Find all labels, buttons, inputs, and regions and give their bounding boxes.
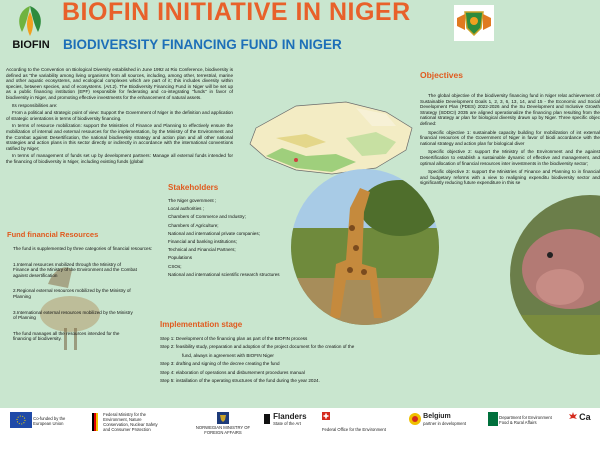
implementation-steps bbox=[160, 335, 520, 385]
swiss-office-logo bbox=[322, 412, 392, 434]
norway-ministry-logo bbox=[188, 412, 258, 434]
uk-crest-icon bbox=[488, 412, 498, 427]
german-eagle-icon bbox=[92, 413, 102, 432]
belgium-logo bbox=[408, 412, 478, 434]
stakeholder-item: Populations bbox=[168, 255, 193, 261]
fund-resource-item: 3.International external resources mobilized by the Ministry of Planning bbox=[13, 309, 133, 321]
intro-paragraph: In terms of resource mobilization: support the Ministries of Finance and Planning to effectively ensure the mobilization of internal and external resources for the implementation, by the Ministry of the Environment and the Combat against Desertification, the national biodiversity strategy and action plan and all other national strategies and action plans in this sector directly or indirectly in accordance with the international conventions ratified by Niger; bbox=[6, 123, 233, 151]
objectives-heading: Objectives bbox=[420, 70, 463, 80]
stakeholders-heading: Stakeholders bbox=[168, 183, 219, 192]
stakeholders-list bbox=[168, 197, 318, 279]
implementation-step: Step 2: feasibility study, preparation and adoption of the project document for the creation of the bbox=[160, 344, 355, 350]
implementation-step: Step 5: installation of the operating structures of the fund during the year 2024. bbox=[160, 378, 320, 384]
flanders-sub-label: State of the Art bbox=[273, 421, 301, 426]
stakeholder-item: National and international scientific research structures bbox=[168, 271, 280, 277]
fund-resource-item: 1.Internal resources mobilized through the Ministry of Finance and the Ministry of the Environment and the Combat against desertification bbox=[13, 261, 137, 278]
implementation-step: Step 1: Development of the financing plan as part of the BIOFIN process bbox=[160, 336, 308, 341]
belgium-text bbox=[423, 413, 466, 426]
intro-paragraph: From a political and strategic point of view: Support the Government of Niger in the definition and application of strategic orientations in terms of biodiversity financing. bbox=[6, 110, 233, 121]
canada-logo bbox=[568, 412, 600, 434]
intro-paragraph: In terms of management of funds set up by development partners: Manage all external funds intended for the financing of biodiversity in Niger, including existing funds (global bbox=[6, 153, 233, 164]
intro-responsibilities: Its responsibilities are: bbox=[12, 102, 58, 108]
flanders-lion-icon bbox=[262, 412, 272, 427]
stakeholder-item: Technical and Financial Partners; bbox=[168, 247, 236, 253]
objectives-paragraph: The global objective of the biodiversity financing fund in Niger relat achievement of Sustainable Development Goals 1, 2, 3, 6, 13, 14, and 15 - the Economic and Social Development Plan (PDES) 2022-2026 and the Su Development and Inclusive Growth Strategy (SDDCI) 2035 are aligned operationalize the financing plan resulting from the national strategy ar plan for biological diversity drawn up by Niger. Three specific objec defined: bbox=[420, 93, 600, 126]
fund-resources-text bbox=[7, 246, 157, 342]
eu-label: Co-funded by the European Union bbox=[33, 415, 66, 426]
german-ministry-label: Federal Ministry for the Environment, Nature Conservation, Nuclear Safety and Consumer Protection bbox=[103, 412, 158, 432]
intro-paragraph: According to the Convention on Biological Diversity established in June 1992 at Rio Conference, biodiversity is defined as "the variability among living organisms from all sources, including, among other, terrestrial, marine and other aquatic ecosystems, and ecological complexes which are part of it; this includes diversity within species, between species, and of ecosystems. (Art.2). The Biodiversity Financing Fund in Niger will be set up as a public financing institution (EPF) responsible for federating and co-integrating "funds" in favor of biodiversity in Niger, and promoting effective investments for the enhancement of natural assets. bbox=[6, 67, 233, 100]
belgium-label: Belgium bbox=[423, 413, 451, 420]
swiss-flag-icon bbox=[322, 412, 392, 421]
fund-resource-item: 2.Regional external resources mobilized by the Ministry of Planning bbox=[13, 288, 131, 299]
page-title: BIOFIN INITIATIVE IN NIGER bbox=[62, 0, 411, 26]
objectives-paragraph: Specific objective 2: support the Ministry of the Environment and the against Desertification to establish a sustainable dynamic of effective and management, and optimal allocation of financial resources inter investments in the biodiversity sector; bbox=[420, 149, 600, 166]
hippo-photo bbox=[510, 195, 600, 355]
canada-label: Ca bbox=[579, 412, 591, 422]
swiss-office-label: Federal Office for the Environment bbox=[322, 427, 386, 432]
stakeholder-item: Local authorities ; bbox=[168, 206, 205, 212]
norway-crest-icon bbox=[188, 412, 258, 425]
objectives-text bbox=[420, 93, 600, 186]
stakeholder-item: National and international private companies; bbox=[168, 230, 260, 236]
stakeholder-item: The Niger government ; bbox=[168, 198, 217, 203]
defra-label: Department for Environment Food & Rural Affairs bbox=[499, 414, 552, 425]
implementation-step: fund, always in agreement with BIOFIN Niger bbox=[182, 352, 274, 358]
stakeholder-item: Chambers of Agriculture; bbox=[168, 222, 219, 228]
defra-logo bbox=[488, 412, 562, 434]
eu-logo bbox=[10, 412, 80, 434]
fund-resources-heading: Fund financial Resources bbox=[7, 230, 99, 239]
flanders-logo bbox=[262, 412, 314, 434]
belgium-sub-label: partner in development bbox=[423, 421, 467, 426]
stakeholder-item: Chambers of Commerce and Industry; bbox=[168, 214, 246, 220]
german-ministry-logo bbox=[92, 412, 170, 434]
fund-resources-intro: The fund is supplemented by three categories of financial resources: bbox=[13, 246, 153, 251]
flanders-text bbox=[273, 413, 306, 426]
implementation-step: Step 4: elaboration of operations and disbursement procedures manual bbox=[160, 369, 305, 375]
belgium-emblem-icon bbox=[408, 412, 422, 427]
implementation-step: Step 3: drafting and signing of the decree creating the fund bbox=[160, 361, 280, 367]
stakeholder-item: CSOs; bbox=[168, 263, 182, 269]
intro-text bbox=[6, 67, 233, 165]
objectives-paragraph: Specific objective 1: sustainable capacity building for mobilization of int external financial resources of the Government of Niger in favor of biodi accordance with the national strategy and action plan for biological diver bbox=[420, 129, 600, 146]
niger-coat-of-arms-icon bbox=[453, 4, 495, 42]
maple-leaf-icon bbox=[568, 412, 578, 423]
fund-resources-outro: The fund manages all the resources intended for the financing of biodiversity. bbox=[13, 330, 120, 342]
biofin-logo-text: BIOFIN bbox=[12, 39, 50, 51]
page-subtitle: BIODIVERSITY FINANCING FUND IN NIGER bbox=[63, 37, 342, 52]
eu-flag-icon bbox=[10, 412, 32, 429]
objectives-paragraph: Specific objective 3: support the Ministries of Finance and Planning to in financial and budgetary reforms with a view to realigning expenditu biodiversity sector and significantly reducing future expenditure in this se bbox=[420, 169, 600, 186]
stakeholder-item: Financial and banking institutions; bbox=[168, 239, 237, 245]
implementation-heading: Implementation stage bbox=[160, 320, 243, 329]
norway-ministry-label: NORWEGIAN MINISTRY OF FOREIGN AFFAIRS bbox=[195, 425, 251, 435]
flanders-label: Flanders bbox=[273, 412, 307, 421]
